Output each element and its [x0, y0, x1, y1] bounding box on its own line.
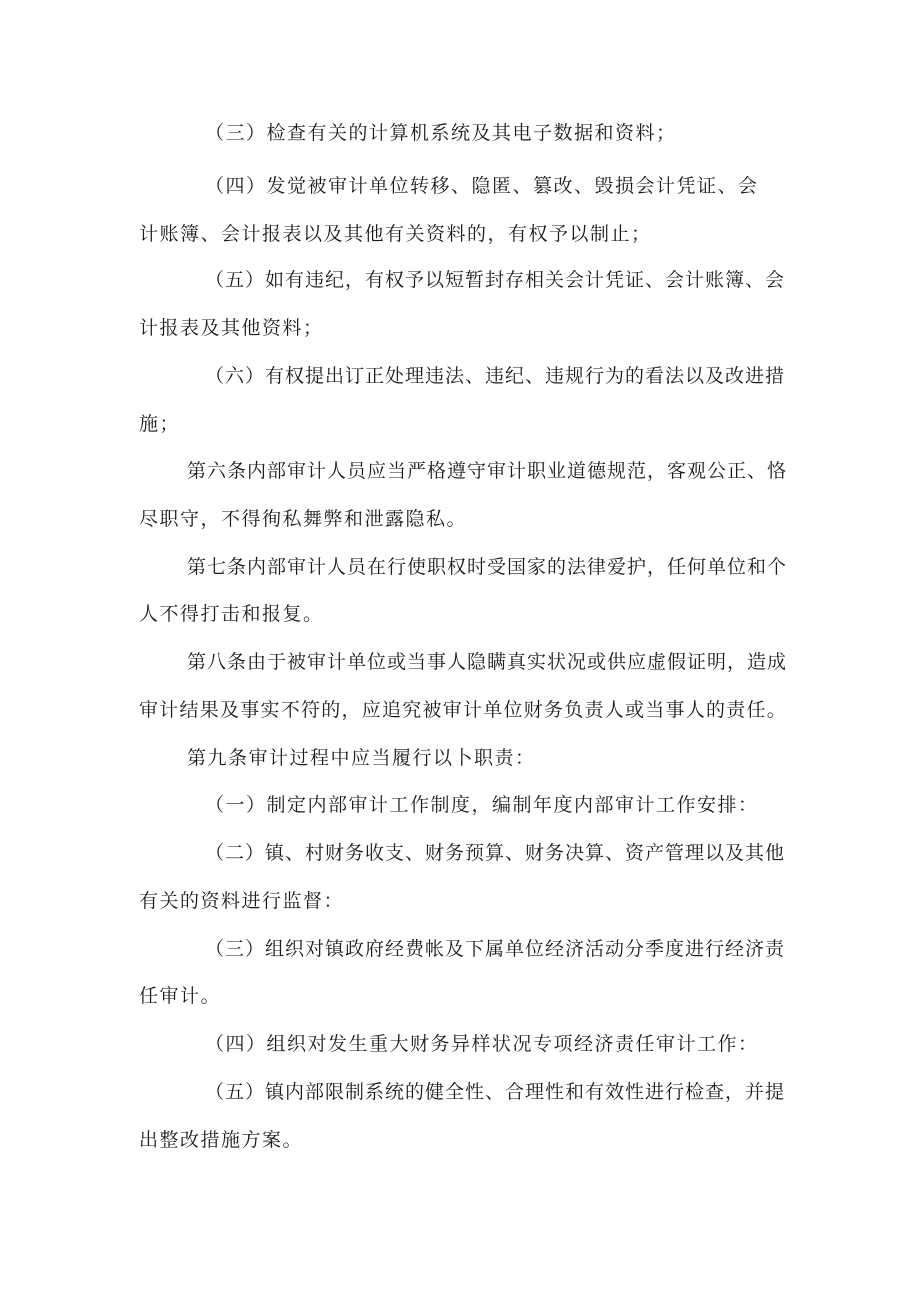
paragraph-line: 尽职守，不得徇私舞弊和泄露隐私。: [139, 508, 468, 530]
paragraph-line: （三）组织对镇政府经费帐及下属单位经济活动分季度进行经济责: [205, 938, 786, 960]
paragraph-line: （四）组织对发生重大财务异样状况专项经济责任审计工作：: [205, 1033, 759, 1055]
paragraph-line: （一）制定内部审计工作制度，编制年度内部审计工作安排：: [205, 794, 759, 816]
paragraph-line: 第九条审计过程中应当履行以卜职责：: [187, 747, 536, 769]
paragraph-line: 任审计。: [139, 985, 222, 1007]
paragraph-line: （四）发觉被审计单位转移、隐匿、篡改、毁损会计凭证、会: [205, 175, 759, 197]
paragraph-line: （五）镇内部限制系统的健全性、合理性和有效性进行检查，并提: [205, 1081, 786, 1103]
paragraph-line: （五）如有违纪，有权予以短暂封存相关会计凭证、会计账簿、会: [205, 269, 786, 291]
paragraph-line: （六）有权提出订正处理违法、违纪、违规行为的看法以及改进措: [205, 365, 786, 387]
paragraph-line: 出整改措施方案。: [139, 1129, 304, 1151]
paragraph-line: 第七条内部审计人员在行使职权时受国家的法律爱护，任何单位和个: [187, 556, 788, 578]
paragraph-line: （二）镇、村财务收支、财务预算、财务决算、资产管理以及其他: [205, 842, 786, 864]
paragraph-line: 人不得打击和报复。: [139, 603, 324, 625]
paragraph-line: （三）检查有关的计算机系统及其电子数据和资料；: [205, 122, 677, 144]
paragraph-line: 第六条内部审计人员应当严格遵守审计职业道德规范，客观公正、恪: [187, 460, 788, 482]
paragraph-line: 第八条由于被审计单位或当事人隐瞒真实状况或供应虚假证明，造成: [187, 651, 788, 673]
paragraph-line: 计账簿、会计报表以及其他有关资料的，有权予以制止；: [139, 223, 652, 245]
paragraph-line: 审计结果及事实不符的，应追究被审计单位财务负责人或当事人的责任。: [139, 699, 788, 721]
paragraph-line: 有关的资料进行监督：: [139, 890, 345, 912]
paragraph-line: 计报表及其他资料；: [139, 317, 324, 339]
paragraph-line: 施；: [139, 413, 181, 435]
